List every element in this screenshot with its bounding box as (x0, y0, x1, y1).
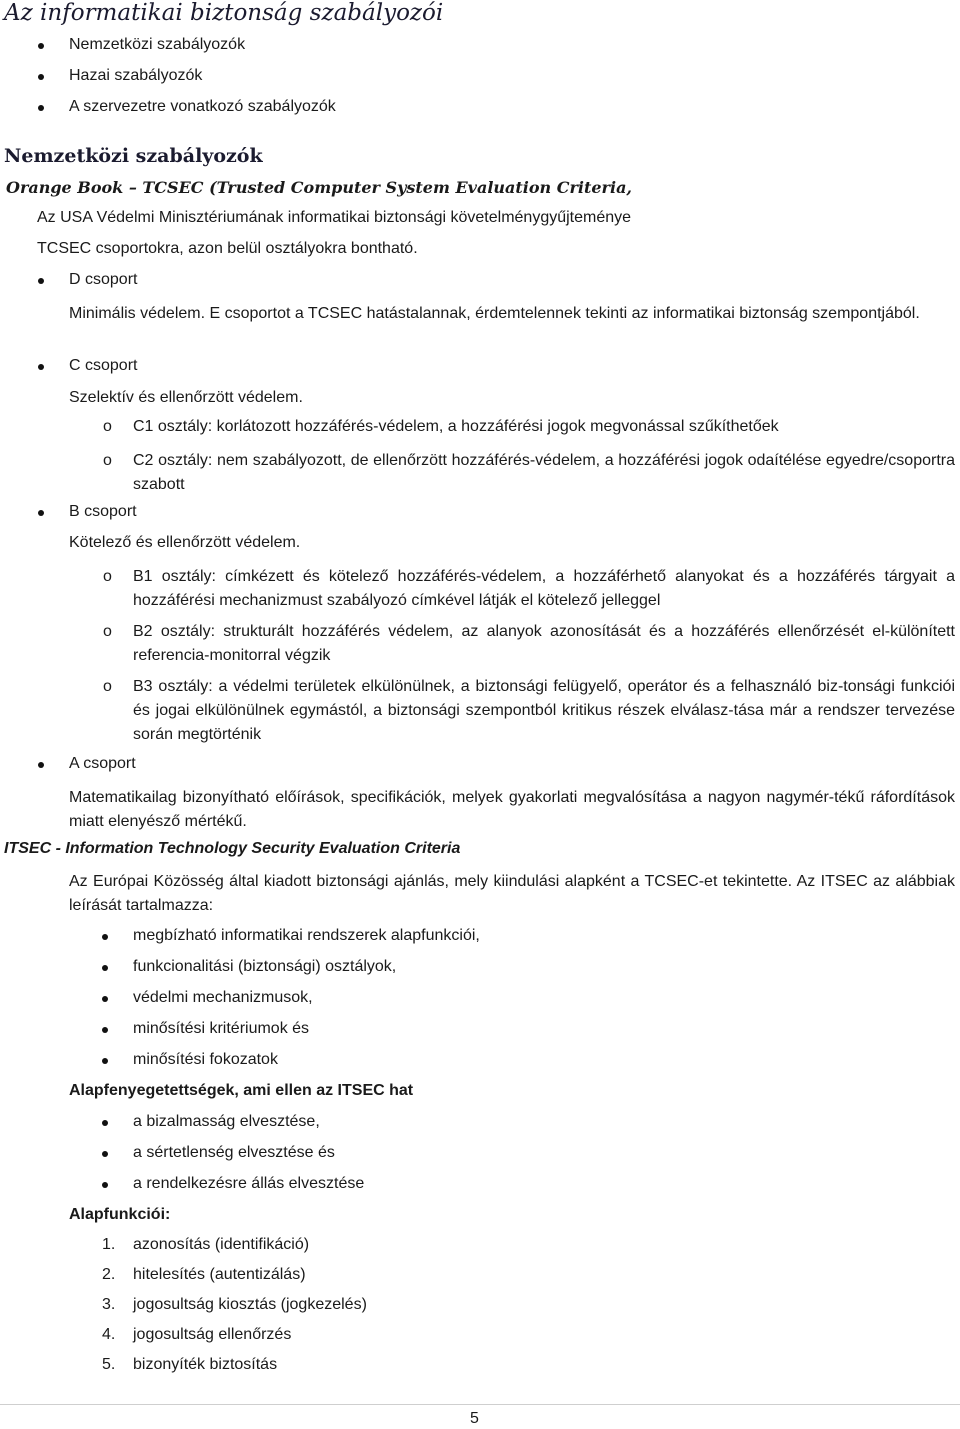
numbered-item (102, 1266, 306, 1284)
page-title: Az informatikai biztonság szabályozói (4, 0, 444, 26)
threats-heading: Alapfenyegetettségek, ami ellen az ITSEC hat (69, 1082, 414, 1099)
group-label-a: A csoport (69, 755, 136, 772)
item-number: 1. (102, 1236, 116, 1253)
item-number: 3. (102, 1296, 116, 1313)
group-desc-c: Szelektív és ellenőrzött védelem. (69, 389, 303, 406)
list-item: a sértetlenség elvesztése és (133, 1144, 335, 1161)
item-text: azonosítás (identifikáció) (133, 1236, 310, 1253)
list-item: a rendelkezésre állás elvesztése (133, 1175, 365, 1192)
list-item: minősítési fokozatok (133, 1051, 278, 1068)
paragraph: TCSEC csoportokra, azon belül osztályokra bontható. (37, 240, 418, 257)
class-c2: o C2 osztály: nem szabályozott, de ellenőrzött hozzáférés-védelem, a hozzáférési jogok odaítélése egyedre/csoportra szabott (133, 449, 955, 497)
list-item: a bizalmasság elvesztése, (133, 1113, 320, 1130)
class-b1: o B1 osztály: címkézett és kötelező hozzáférés-védelem, a hozzáférhető alanyokat és a hozzáférés tárgyait a hozzáférési mechanizmust szabályozó címkével látják el kötelező jelleggel (133, 565, 955, 613)
numbered-item (102, 1326, 292, 1344)
class-b3: o B3 osztály: a védelmi területek elkülönülnek, a biztonsági felügyelő, operátor és a felhasználó biz-tonsági funkciói és jogai elkülönülnek egymástól, a biztonsági szempontból kritikus részek elválasz-tása már a rendszer tervezése során megtörténik (133, 675, 955, 747)
list-item: minősítési kritériumok és (133, 1020, 310, 1037)
item-number: 2. (102, 1266, 116, 1283)
list-item: Hazai szabályozók (69, 67, 203, 84)
list-item: Nemzetközi szabályozók (69, 36, 246, 53)
paragraph: Az USA Védelmi Minisztériumának informatikai biztonsági követelménygyűjteménye (37, 209, 632, 226)
footer-divider (0, 1404, 960, 1405)
item-text: hitelesítés (autentizálás) (133, 1266, 306, 1283)
group-desc-b: Kötelező és ellenőrzött védelem. (69, 534, 301, 551)
group-desc-d: Minimális védelem. E csoportot a TCSEC hatástalannak, érdemtelennek tekinti az informatikai biztonság szempontjából. (69, 305, 920, 322)
list-item: A szervezetre vonatkozó szabályozók (69, 98, 336, 115)
group-label-d: D csoport (69, 271, 138, 288)
item-text: jogosultság kiosztás (jogkezelés) (133, 1296, 367, 1313)
numbered-item (102, 1356, 278, 1374)
list-item: megbízható informatikai rendszerek alapfunkciói, (133, 927, 480, 944)
functions-heading: Alapfunkciói: (69, 1206, 171, 1223)
itsec-intro: Az Európai Közösség által kiadott biztonsági ajánlás, mely kiindulási alapként a TCSEC-et tekintette. Az ITSEC az alábbiak leírását tartalmazza: (69, 873, 955, 914)
group-label-b: B csoport (69, 503, 137, 520)
list-item: funkcionalitási (biztonsági) osztályok, (133, 958, 397, 975)
item-number: 5. (102, 1356, 116, 1373)
item-number: 4. (102, 1326, 116, 1343)
numbered-item (102, 1296, 367, 1314)
group-label-c: C csoport (69, 357, 138, 374)
section-heading-itsec: ITSEC - Information Technology Security Evaluation Criteria (4, 840, 461, 857)
group-desc-a: Matematikailag bizonyítható előírások, specifikációk, melyek gyakorlati megvalósítása a nagyon nagymér-tékű ráfordítások miatt elenyésző mértékű. (69, 789, 955, 830)
section-heading: Nemzetközi szabályozók (4, 145, 263, 167)
subheading-orange-book: Orange Book – TCSEC (Trusted Computer System Evaluation Criteria, (6, 178, 632, 197)
item-text: bizonyíték biztosítás (133, 1356, 278, 1373)
item-text: jogosultság ellenőrzés (133, 1326, 292, 1343)
class-b2: o B2 osztály: strukturált hozzáférés védelem, az alanyok azonosítását és a hozzáférés ellenőrzését el-különített referencia-monitorral végzik (133, 620, 955, 668)
page-number: 5 (470, 1410, 479, 1427)
list-item: védelmi mechanizmusok, (133, 989, 313, 1006)
numbered-item (102, 1236, 310, 1254)
class-c1: o C1 osztály: korlátozott hozzáférés-védelem, a hozzáférési jogok megvonással szűkíthetőek (133, 418, 779, 436)
